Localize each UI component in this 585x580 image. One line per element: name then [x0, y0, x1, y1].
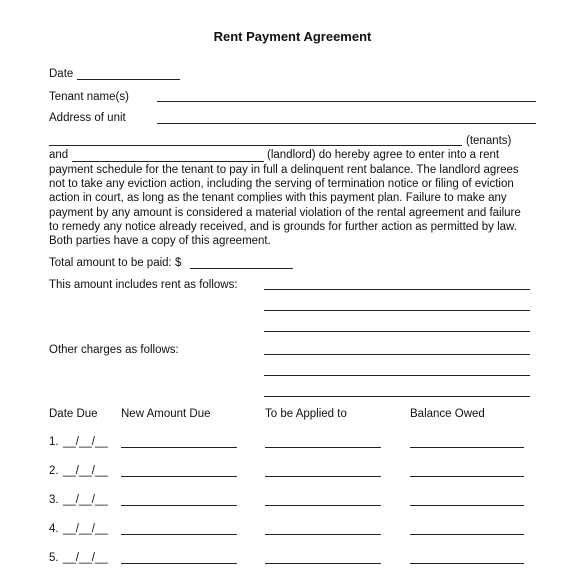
row-number: 5. [49, 552, 59, 564]
document-title: Rent Payment Agreement [213, 29, 372, 44]
paragraph-line: payment schedule for the tenant to pay in full a delinquent rent balance. The landlord agrees [49, 164, 519, 176]
applied-to-line[interactable] [265, 476, 381, 477]
paragraph-line: Both parties have a copy of this agreement. [49, 234, 271, 247]
tenants-suffix: (tenants) [466, 135, 512, 147]
paragraph-line: payment by any amount is considered a material violation of the rental agreement and failure [49, 206, 521, 219]
balance-owed-line[interactable] [410, 476, 524, 477]
date-due-field[interactable]: __/__/__ [63, 494, 108, 506]
date-due-field[interactable]: __/__/__ [63, 523, 108, 535]
row-number: 3. [49, 494, 59, 506]
applied-to-line[interactable] [265, 563, 381, 564]
header-balance-owed: Balance Owed [410, 408, 485, 420]
new-amount-line[interactable] [121, 534, 237, 535]
rent-includes-line-1[interactable] [264, 289, 530, 290]
date-due-field[interactable]: __/__/__ [63, 552, 108, 564]
total-amount-field-line[interactable] [190, 268, 293, 269]
balance-owed-line[interactable] [410, 534, 524, 535]
new-amount-line[interactable] [121, 476, 237, 477]
address-field-line[interactable] [157, 123, 536, 124]
rent-includes-line-2[interactable] [264, 310, 530, 311]
and-label: and [49, 149, 69, 161]
row-number: 4. [49, 523, 59, 535]
agreement-paragraph [49, 163, 549, 248]
row-number: 1. [49, 436, 59, 448]
landlord-text: (landlord) do hereby agree to enter into a rent [267, 149, 500, 161]
landlord-field-line[interactable] [72, 161, 264, 162]
paragraph-line: action in court, as long as the tenant complies with this payment plan. Failure to make any [49, 192, 507, 205]
header-to-be-applied-to: To be Applied to [265, 408, 347, 420]
new-amount-line[interactable] [121, 505, 237, 506]
row-number: 2. [49, 465, 59, 477]
date-due-field[interactable]: __/__/__ [63, 436, 108, 448]
rent-includes-label: This amount includes rent as follows: [49, 279, 238, 291]
other-charges-line-1[interactable] [264, 354, 530, 355]
rent-includes-line-3[interactable] [264, 331, 530, 332]
tenant-name-field-line[interactable] [157, 101, 536, 102]
applied-to-line[interactable] [265, 534, 381, 535]
header-date-due: Date Due [49, 408, 98, 420]
paragraph-line: not to take any eviction action, including the serving of termination notice or filing of eviction [49, 178, 514, 191]
applied-to-line[interactable] [265, 447, 381, 448]
other-charges-label: Other charges as follows: [49, 344, 179, 356]
new-amount-line[interactable] [121, 563, 237, 564]
other-charges-line-2[interactable] [264, 375, 530, 376]
balance-owed-line[interactable] [410, 447, 524, 448]
date-field-line[interactable] [77, 79, 180, 80]
new-amount-line[interactable] [121, 447, 237, 448]
date-due-field[interactable]: __/__/__ [63, 465, 108, 477]
tenant-name-label: Tenant name(s) [49, 91, 129, 103]
applied-to-line[interactable] [265, 505, 381, 506]
total-amount-label: Total amount to be paid: $ [49, 257, 182, 269]
paragraph-line: to remedy any notice already received, and is grounds for further action as permitted by law. [49, 220, 517, 233]
balance-owed-line[interactable] [410, 563, 524, 564]
other-charges-line-3[interactable] [264, 396, 530, 397]
balance-owed-line[interactable] [410, 505, 524, 506]
date-label: Date [49, 68, 74, 80]
address-label: Address of unit [49, 112, 126, 124]
tenants-field-line[interactable] [49, 145, 462, 146]
header-new-amount-due: New Amount Due [121, 408, 211, 420]
